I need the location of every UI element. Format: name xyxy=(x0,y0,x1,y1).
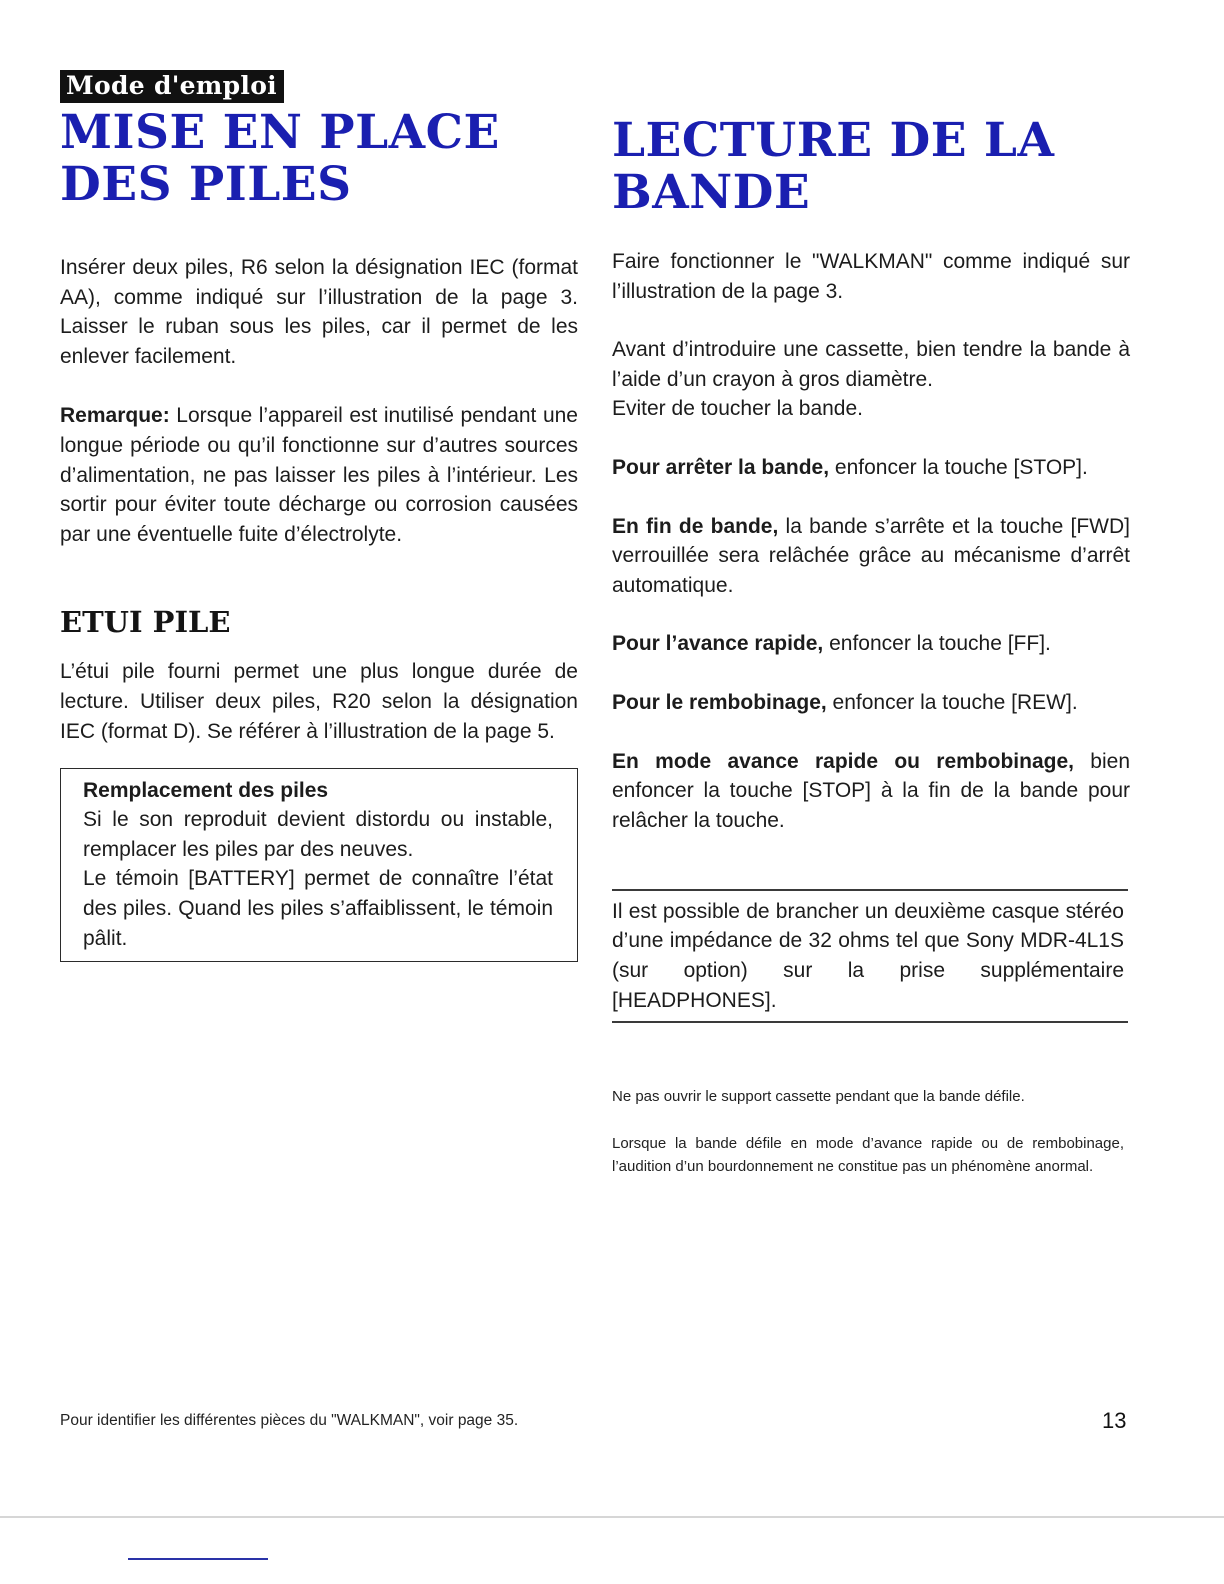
replacement-text-1: Si le son reproduit devient distordu ou instable, remplacer les piles par des neuves. xyxy=(83,808,553,861)
end-of-tape-instruction xyxy=(612,512,1130,601)
footer-reference: Pour identifier les différentes pièces du "WALKMAN", voir page 35. xyxy=(60,1412,519,1429)
cassette-holder-note: Ne pas ouvrir le support cassette pendant que la bande défile. xyxy=(612,1087,1025,1105)
stop-label: Pour arrêter la bande, xyxy=(612,455,830,479)
page-top-margin xyxy=(0,0,1224,45)
left-column xyxy=(60,70,578,962)
battery-heading xyxy=(60,107,578,211)
battery-heading-line1: MISE EN PLACE xyxy=(60,105,500,160)
page-number: 13 xyxy=(1102,1408,1127,1433)
stop-text: enfoncer la touche [STOP]. xyxy=(829,455,1088,479)
right-column xyxy=(612,105,1130,1178)
ff-label: Pour l’avance rapide, xyxy=(612,632,824,656)
headphone-note: Il est possible de brancher un deuxième casque stéréo d’une impédance de 32 ohms tel que Sony MDR-4L1S (sur option) sur la prise supplémentaire [HEADPHONES]. xyxy=(612,899,1124,1012)
playback-heading-line1: LECTURE DE LA xyxy=(612,113,1055,168)
stop-instruction xyxy=(612,453,1130,483)
hum-note: Lorsque la bande défile en mode d’avance rapide ou de rembobinage, l’audition d’un bourdonnement ne constitue pas un phénomène anormal. xyxy=(612,1134,1124,1175)
mode-text: bien enfoncer la touche [STOP] à la fin de la bande pour relâcher la touche. xyxy=(612,749,1130,832)
section-tag: Mode d'emploi xyxy=(60,70,284,103)
battery-heading-line2: DES PILES xyxy=(60,157,352,212)
end-text: la bande s’arrête et la touche [FWD] verrouillée sera relâchée grâce au mécanisme d’arrêt automatique. xyxy=(612,514,1130,597)
end-label: En fin de bande, xyxy=(612,514,779,538)
mode-label: En mode avance rapide ou rembobinage, xyxy=(612,749,1074,773)
headphone-note-bottom-rule xyxy=(612,1021,1128,1023)
battery-intro: Insérer deux piles, R6 selon la désignation IEC (format AA), comme indiqué sur l’illustration de la page 3. Laisser le ruban sous les piles, car il permet de les enlever facilement. xyxy=(60,256,578,368)
avoid-touch-text: Eviter de toucher la bande. xyxy=(612,397,863,421)
replacement-title: Remplacement des piles xyxy=(83,779,329,803)
battery-remark xyxy=(60,401,578,549)
ff-text: enfoncer la touche [FF]. xyxy=(823,632,1051,656)
decorative-blue-rule xyxy=(128,1558,268,1560)
rew-text: enfoncer la touche [REW]. xyxy=(826,690,1078,714)
fast-forward-instruction xyxy=(612,629,1130,659)
remark-label: Remarque: xyxy=(60,404,170,428)
headphone-note-top-rule xyxy=(612,889,1128,891)
playback-heading-line2: BANDE xyxy=(612,165,811,220)
replacement-text-2: Le témoin [BATTERY] permet de connaître l’état des piles. Quand les piles s’affaiblissent, le témoin pâlit. xyxy=(83,867,553,950)
battery-case-text: L’étui pile fourni permet une plus longue durée de lecture. Utiliser deux piles, R20 selon la désignation IEC (format D). Se référer à l’illustration de la page 5. xyxy=(60,660,578,743)
playback-heading xyxy=(612,115,1130,219)
rew-label: Pour le rembobinage, xyxy=(612,690,827,714)
rewind-instruction xyxy=(612,688,1130,718)
ff-rew-mode-instruction xyxy=(612,747,1130,836)
playback-intro: Faire fonctionner le "WALKMAN" comme indiqué sur l’illustration de la page 3. xyxy=(612,250,1130,303)
page-bottom-edge xyxy=(0,1516,1224,1518)
cassette-tension-text: Avant d’introduire une cassette, bien tendre la bande à l’aide d’un crayon à gros diamètre. xyxy=(612,338,1130,391)
battery-replacement-box xyxy=(60,768,578,962)
remark-text: Lorsque l’appareil est inutilisé pendant une longue période ou qu’il fonctionne sur d’autres sources d’alimentation, ne pas laisser les piles à l’intérieur. Les sortir pour éviter toute décharge ou corrosion causées par une éventuelle fuite d’électrolyte. xyxy=(60,404,578,546)
battery-case-heading: ETUI PILE xyxy=(60,605,231,640)
